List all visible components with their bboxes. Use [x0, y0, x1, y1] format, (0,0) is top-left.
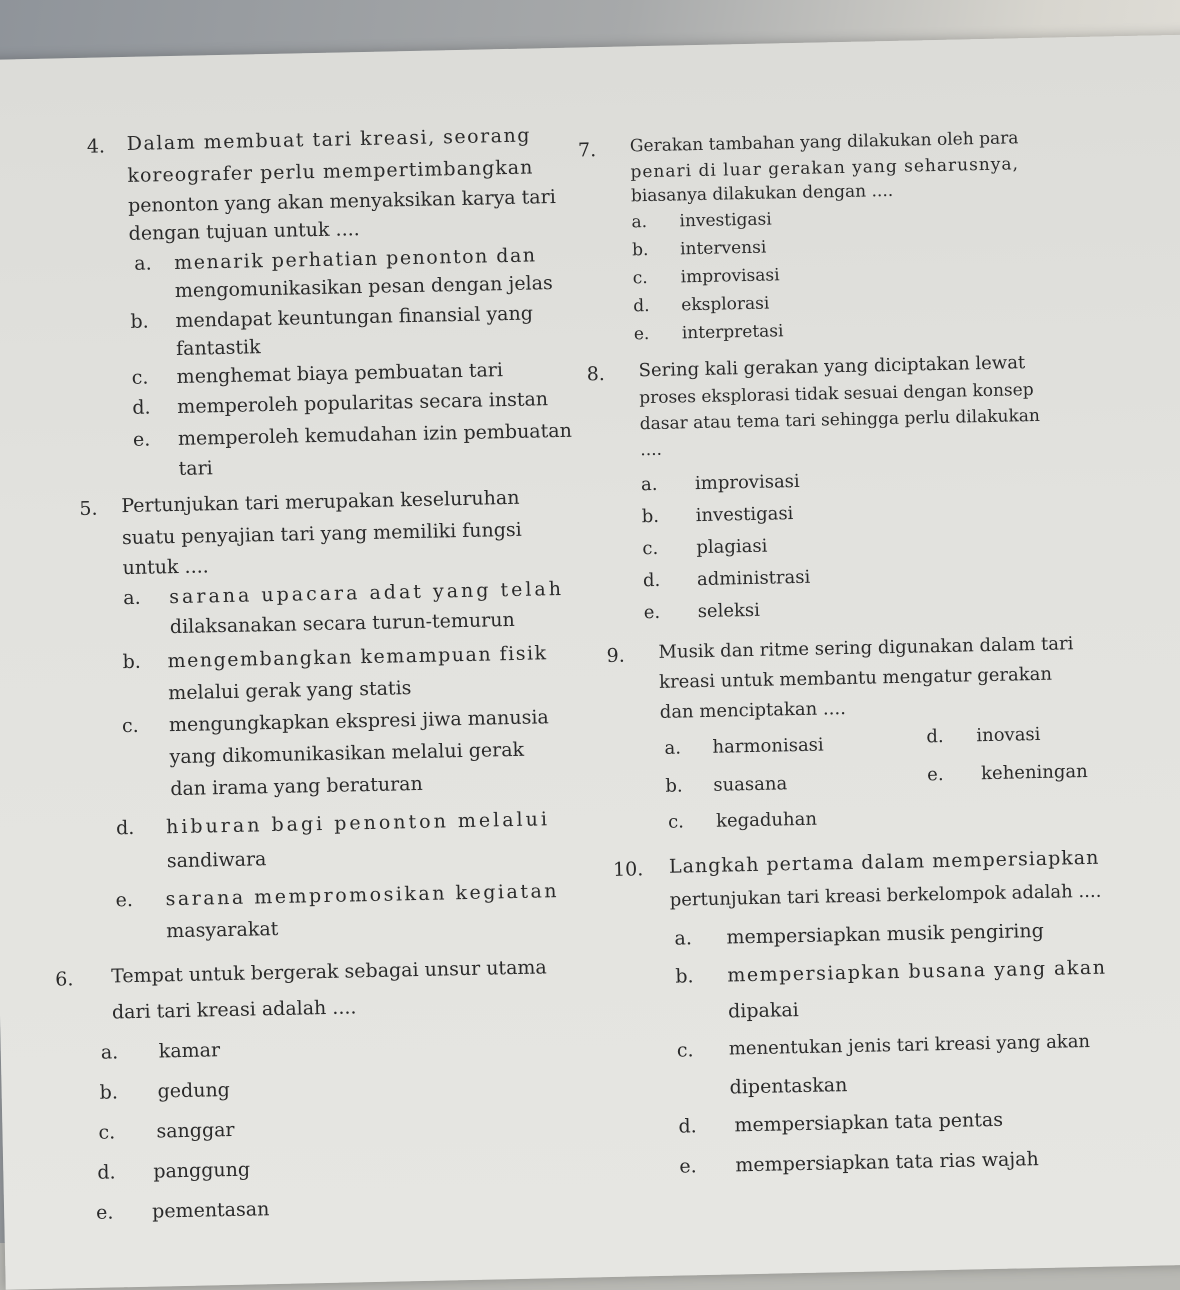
question-stem-line: untuk .... [122, 555, 209, 580]
option-text: mengomunikasikan pesan dengan jelas [174, 272, 553, 302]
option-letter: a. [631, 212, 648, 233]
option-letter: b. [641, 505, 660, 528]
option-letter: e. [679, 1155, 697, 1178]
option-text: interpretasi [681, 321, 784, 344]
option-letter: c. [131, 366, 149, 389]
option-letter: d. [115, 816, 135, 840]
option-text: eksplorasi [681, 293, 770, 316]
question-stem-line: Pertunjukan tari merupakan keseluruhan [121, 486, 520, 518]
option-text: memperoleh popularitas secara instan [177, 388, 549, 418]
option-text: suasana [713, 773, 788, 796]
option-text: memperoleh kemudahan izin pembuatan [177, 419, 573, 450]
option-text: investigasi [679, 209, 772, 232]
question-number: 4. [86, 135, 106, 158]
question-stem-line: Langkah pertama dalam mempersiapkan [668, 846, 1100, 878]
option-letter: e. [643, 601, 661, 624]
option-letter: d. [97, 1161, 116, 1184]
question-stem-line: pertunjukan tari kreasi berkelompok adalah .... [669, 880, 1102, 911]
option-text: pementasan [151, 1198, 270, 1223]
option-letter: e. [633, 324, 650, 345]
option-letter: b. [631, 240, 649, 261]
question-stem-line: dasar atau tema tari sehingga perlu dilakukan [639, 405, 1041, 435]
question-stem-line: .... [640, 439, 663, 461]
option-letter: a. [134, 252, 152, 275]
option-text: masyarakat [166, 917, 279, 943]
question-stem-line: proses eksplorasi tidak sesuai dengan konsep [639, 380, 1034, 409]
option-text: intervensi [679, 237, 767, 260]
option-text: dilaksanakan secara turun-temurun [169, 608, 515, 639]
option-text: mengembangkan kemampuan fisik [167, 642, 548, 673]
option-text: sarana mempromosikan kegiatan [165, 880, 560, 911]
question-stem-line: Dalam membuat tari kreasi, seorang [126, 124, 532, 155]
question-number: 5. [79, 497, 98, 521]
question-stem-line: suatu penyajian tari yang memiliki fungsi [121, 518, 522, 550]
question-stem-line: Musik dan ritme sering digunakan dalam tari [658, 633, 1074, 663]
option-letter: c. [667, 811, 685, 833]
option-text: keheningan [980, 760, 1088, 785]
option-text: tari [178, 457, 213, 480]
option-text: mendapat keuntungan finansial yang [175, 302, 534, 332]
question-number: 7. [577, 139, 597, 162]
option-text: kegaduhan [715, 808, 818, 832]
option-letter: b. [99, 1081, 119, 1104]
option-letter: c. [642, 537, 659, 560]
option-text: yang dikomunikasikan melalui gerak [169, 738, 525, 769]
option-letter: b. [675, 965, 694, 988]
option-letter: b. [130, 310, 149, 333]
question-stem-line: dan menciptakan .... [659, 698, 847, 723]
option-text: kamar [158, 1039, 221, 1063]
option-text: plagiasi [696, 535, 768, 559]
option-letter: e. [115, 888, 134, 912]
option-text: sanggar [156, 1118, 235, 1143]
question-stem-line: biasanya dilakukan dengan .... [630, 180, 894, 207]
option-letter: c. [121, 714, 139, 738]
question-number: 9. [606, 644, 625, 668]
option-letter: d. [633, 296, 650, 317]
question-stem-line: Tempat untuk bergerak sebagai unsur utama [110, 956, 547, 988]
option-text: harmonisasi [712, 734, 824, 758]
option-text: mempersiapkan tata rias wajah [735, 1148, 1039, 1177]
option-letter: a. [100, 1041, 119, 1064]
option-text: investigasi [695, 503, 794, 527]
question-stem-line: dengan tujuan untuk .... [128, 218, 360, 245]
option-text: menarik perhatian penonton dan [174, 244, 537, 274]
option-letter: c. [98, 1121, 116, 1144]
question-number: 8. [586, 362, 606, 386]
option-letter: a. [664, 737, 682, 759]
option-text: mempersiapkan tata pentas [734, 1108, 1004, 1137]
option-letter: d. [132, 396, 151, 419]
option-text: improvisasi [694, 470, 800, 495]
worksheet-page [0, 34, 1180, 1289]
option-text: sarana upacara adat yang telah [169, 577, 565, 609]
question-number: 6. [55, 968, 74, 991]
option-text: panggung [153, 1158, 251, 1183]
option-letter: e. [132, 428, 151, 451]
option-letter: b. [665, 775, 683, 797]
option-text: administrasi [696, 566, 811, 591]
option-text: dipentaskan [729, 1074, 848, 1099]
option-text: improvisasi [680, 265, 780, 288]
question-stem-line: penari di luar gerakan yang seharusnya, [630, 154, 1020, 183]
option-text: dan irama yang beraturan [170, 772, 423, 801]
question-stem-line: dari tari kreasi adalah .... [111, 996, 357, 1024]
option-letter: e. [95, 1201, 114, 1224]
option-text: sandiwara [166, 848, 267, 873]
question-stem-line: Gerakan tambahan yang dilakukan oleh para [629, 128, 1019, 157]
option-text: melalui gerak yang statis [168, 677, 412, 705]
option-text: mempersiapkan musik pengiring [726, 919, 1044, 949]
option-letter: c. [632, 268, 648, 289]
option-letter: a. [640, 473, 658, 496]
option-letter: a. [123, 586, 141, 610]
option-text: gedung [157, 1078, 231, 1103]
option-letter: c. [676, 1039, 694, 1062]
option-text: dipakai [727, 999, 799, 1023]
option-text: mengungkapkan ekspresi jiwa manusia [168, 706, 549, 737]
question-stem-line: kreasi untuk membantu mengatur gerakan [658, 663, 1053, 693]
option-text: menghemat biaya pembuatan tari [176, 359, 504, 388]
option-text: menentukan jenis tari kreasi yang akan [728, 1030, 1091, 1060]
question-stem-line: Sering kali gerakan yang diciptakan lewat [638, 352, 1026, 382]
option-text: seleksi [697, 599, 761, 623]
question-stem-line: penonton yang akan menyaksikan karya tari [127, 185, 557, 217]
option-letter: b. [122, 650, 142, 674]
option-text: inovasi [976, 723, 1041, 747]
question-number: 10. [612, 858, 644, 881]
option-letter: d. [642, 569, 661, 592]
option-letter: e. [926, 763, 944, 786]
option-text: hiburan bagi penonton melalui [165, 808, 551, 839]
question-stem-line: koreografer perlu mempertimbangkan [127, 156, 534, 187]
option-text: mempersiapkan busana yang akan [727, 956, 1107, 987]
option-letter: d. [678, 1115, 697, 1138]
option-letter: a. [674, 927, 693, 950]
option-text: fantastik [175, 336, 261, 360]
option-letter: d. [926, 725, 944, 748]
